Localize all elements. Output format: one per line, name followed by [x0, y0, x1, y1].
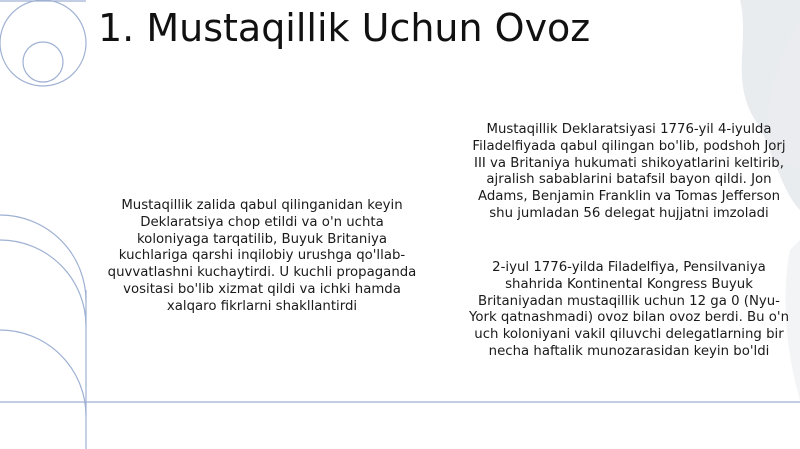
slide-title: 1. Mustaqillik Uchun Ovoz — [98, 6, 591, 50]
right-paragraph-2: 2-iyul 1776-yilda Filadelfiya, Pensilvaniya shahrida Kontinental Kongress Buyuk Britaniyadan mustaqillik uchun 12 ga 0 (Nyu-York qatnashmadi) ovoz bilan ovoz berdi. Bu o'n uch koloniyani vakil qiluvchi delegatlarning bir necha haftalik munozarasidan keyin bo'ldi — [468, 260, 790, 359]
left-paragraph: Mustaqillik zalida qabul qilinganidan keyin Deklaratsiya chop etildi va o'n uchta koloniyaga tarqatilib, Buyuk Britaniya kuchlariga qarshi inqilobiy urushga qo'llab-quvvatlashni kuchaytirdi. U kuchli propaganda vositasi bo'lib xizmat qildi va ichki hamda xalqaro fikrlarni shakllantirdi — [107, 198, 417, 314]
decorative-leaf — [660, 0, 800, 449]
right-paragraph-1: Mustaqillik Deklaratsiyasi 1776-yil 4-iyulda Filadelfiyada qabul qilingan bo'lib, podshoh Jorj III va Britaniya hukumati shikoyatlarini keltirib, ajralish sabablarini batafsil bayon qildi. Jon Adams, Benjamin Franklin va Tomas Jefferson shu jumladan 56 delegat hujjatni imzoladi — [472, 122, 786, 221]
